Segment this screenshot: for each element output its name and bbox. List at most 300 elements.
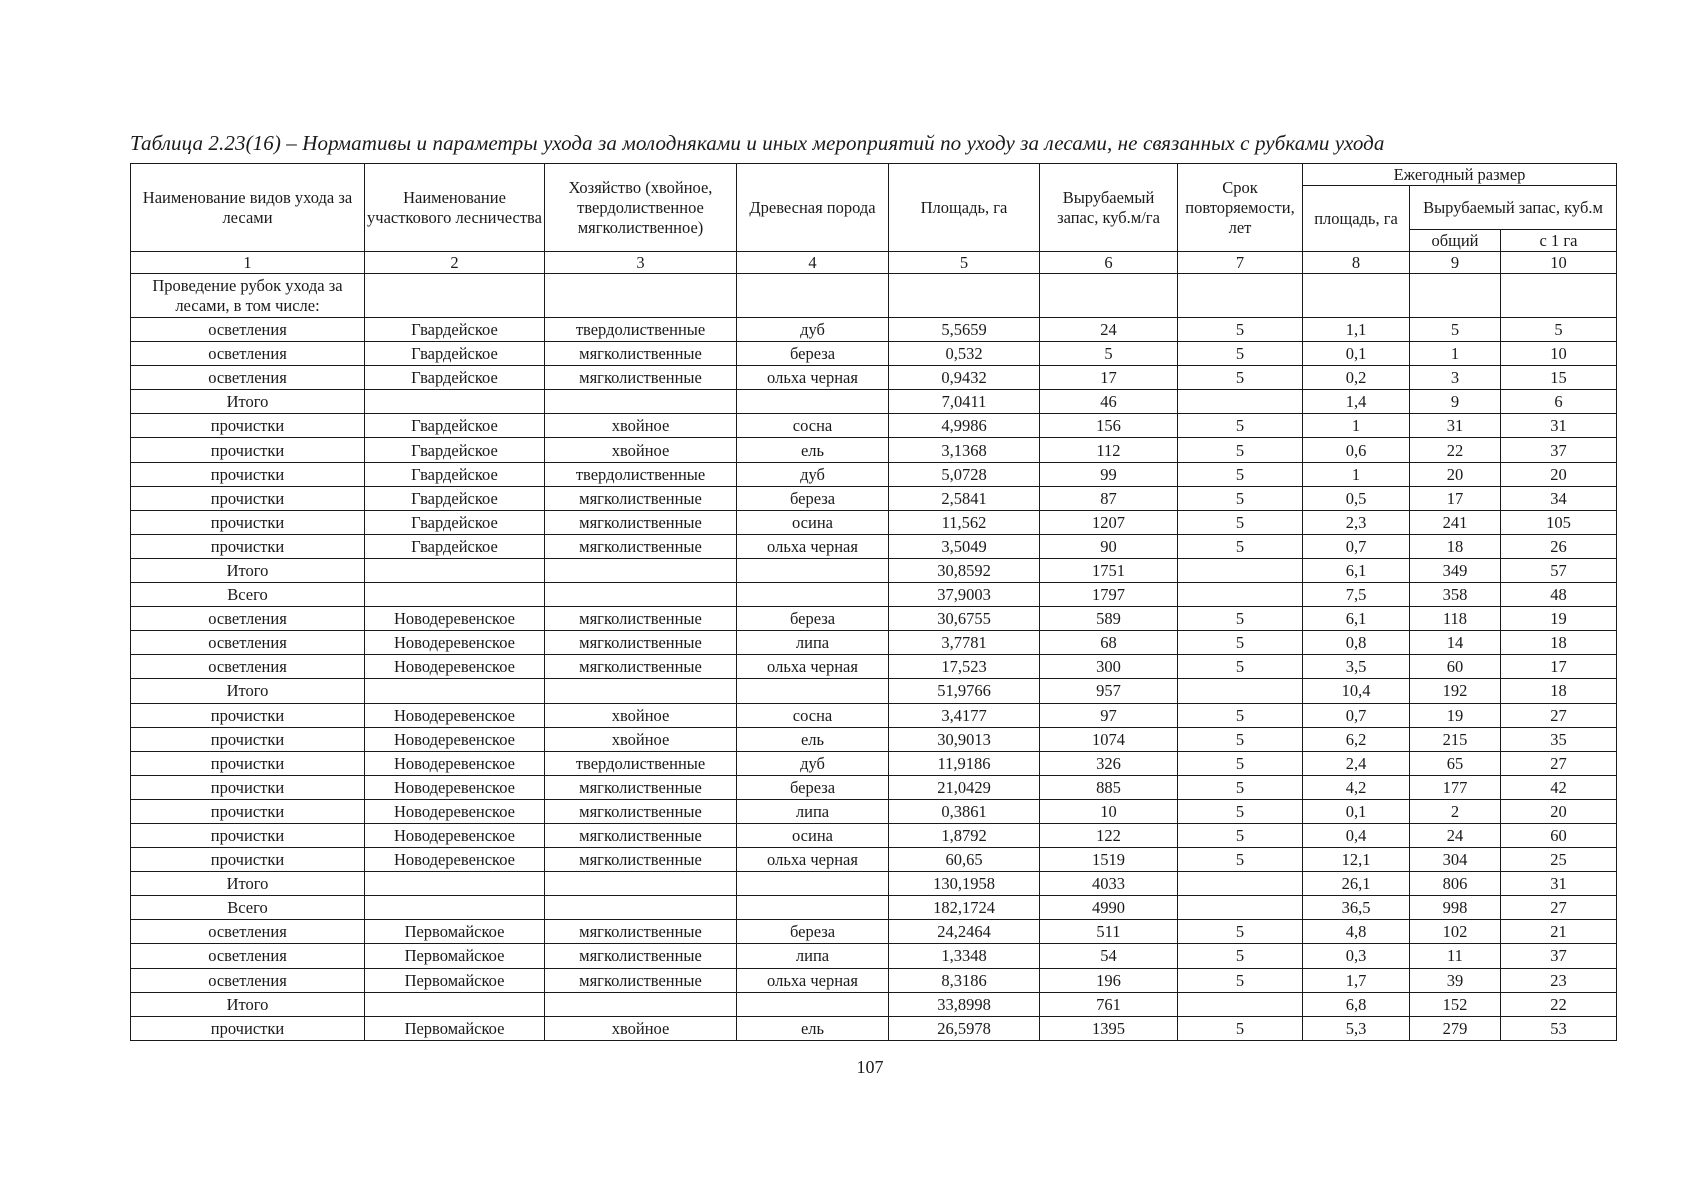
table-cell: Гвардейское — [365, 486, 545, 510]
table-cell: 5 — [1178, 462, 1303, 486]
table-cell: 26 — [1501, 534, 1617, 558]
table-cell: мягколиственные — [545, 775, 737, 799]
table-cell: 1,8792 — [889, 823, 1040, 847]
table-cell: 65 — [1410, 751, 1501, 775]
table-cell: 0,7 — [1303, 534, 1410, 558]
table-cell: 304 — [1410, 848, 1501, 872]
table-cell: прочистки — [131, 1016, 365, 1040]
table-cell: 152 — [1410, 992, 1501, 1016]
table-cell: осветления — [131, 655, 365, 679]
table-cell: дуб — [737, 462, 889, 486]
table-cell: 177 — [1410, 775, 1501, 799]
table-row — [131, 655, 1617, 679]
table-cell: 90 — [1040, 534, 1178, 558]
table-cell: прочистки — [131, 823, 365, 847]
table-cell: 36,5 — [1303, 896, 1410, 920]
table-cell — [365, 390, 545, 414]
table-cell: 51,9766 — [889, 679, 1040, 703]
table-cell: 5,3 — [1303, 1016, 1410, 1040]
section-title: Проведение рубок ухода за лесами, в том числе: — [131, 274, 365, 318]
table-cell: 18 — [1501, 679, 1617, 703]
table-cell: ольха черная — [737, 848, 889, 872]
header-col3: Хозяйство (хвойное, твердолиственное мягколиственное) — [545, 164, 737, 252]
table-cell: 5 — [1178, 944, 1303, 968]
table-cell: 22 — [1410, 438, 1501, 462]
table-cell: 30,6755 — [889, 607, 1040, 631]
table-cell: прочистки — [131, 775, 365, 799]
table-cell: мягколиственные — [545, 968, 737, 992]
table-cell: 5 — [1178, 703, 1303, 727]
table-cell: 24,2464 — [889, 920, 1040, 944]
table-cell: 3,4177 — [889, 703, 1040, 727]
table-cell: 5 — [1178, 486, 1303, 510]
table-cell: 192 — [1410, 679, 1501, 703]
table-cell: 0,9432 — [889, 366, 1040, 390]
header-annual-size: Ежегодный размер — [1303, 164, 1617, 186]
table-cell: 8,3186 — [889, 968, 1040, 992]
table-cell: 12,1 — [1303, 848, 1410, 872]
table-cell: 6,2 — [1303, 727, 1410, 751]
table-cell: 5 — [1040, 342, 1178, 366]
table-row — [131, 510, 1617, 534]
table-cell: 37 — [1501, 944, 1617, 968]
table-row — [131, 823, 1617, 847]
table-cell: 241 — [1410, 510, 1501, 534]
table-cell: 6,8 — [1303, 992, 1410, 1016]
table-cell: осветления — [131, 631, 365, 655]
table-row — [131, 872, 1617, 896]
table-row — [131, 968, 1617, 992]
table-cell — [1178, 896, 1303, 920]
table-row — [131, 992, 1617, 1016]
table-cell: 7,5 — [1303, 583, 1410, 607]
table-cell: хвойное — [545, 1016, 737, 1040]
table-cell: 22 — [1501, 992, 1617, 1016]
table-row — [131, 1016, 1617, 1040]
table-cell — [737, 679, 889, 703]
header-col6: Вырубаемый запас, куб.м/га — [1040, 164, 1178, 252]
table-cell: дуб — [737, 751, 889, 775]
table-body — [131, 274, 1617, 1041]
table-cell: 761 — [1040, 992, 1178, 1016]
table-cell: 10 — [1040, 799, 1178, 823]
table-cell: 5 — [1178, 751, 1303, 775]
table-cell: 0,5 — [1303, 486, 1410, 510]
table-cell: 349 — [1410, 558, 1501, 582]
table-cell: 0,3861 — [889, 799, 1040, 823]
table-cell: 1751 — [1040, 558, 1178, 582]
table-cell: мягколиственные — [545, 823, 737, 847]
table-cell: 37 — [1501, 438, 1617, 462]
table-cell: твердолиственные — [545, 751, 737, 775]
table-cell: Новодеревенское — [365, 775, 545, 799]
table-cell: 2,3 — [1303, 510, 1410, 534]
table-cell: ольха черная — [737, 968, 889, 992]
table-cell: 21,0429 — [889, 775, 1040, 799]
table-cell — [1178, 558, 1303, 582]
table-cell: 20 — [1501, 799, 1617, 823]
header-col5: Площадь, га — [889, 164, 1040, 252]
column-number: 9 — [1410, 252, 1501, 274]
table-cell: 5 — [1178, 414, 1303, 438]
table-cell: твердолиственные — [545, 462, 737, 486]
table-cell: 0,4 — [1303, 823, 1410, 847]
table-cell: Гвардейское — [365, 366, 545, 390]
table-cell: осветления — [131, 318, 365, 342]
table-cell: осветления — [131, 968, 365, 992]
table-cell: 4,2 — [1303, 775, 1410, 799]
table-cell: 1207 — [1040, 510, 1178, 534]
table-cell: 54 — [1040, 944, 1178, 968]
table-cell: ель — [737, 438, 889, 462]
table-row — [131, 462, 1617, 486]
table-cell: прочистки — [131, 703, 365, 727]
table-cell: 4033 — [1040, 872, 1178, 896]
table-cell: мягколиственные — [545, 607, 737, 631]
table-cell: береза — [737, 920, 889, 944]
table-cell: 5 — [1178, 534, 1303, 558]
table-cell — [545, 872, 737, 896]
table-cell: 112 — [1040, 438, 1178, 462]
table-cell: 14 — [1410, 631, 1501, 655]
table-cell: 6,1 — [1303, 558, 1410, 582]
table-cell: Гвардейское — [365, 534, 545, 558]
table-cell: 68 — [1040, 631, 1178, 655]
table-cell: 511 — [1040, 920, 1178, 944]
table-cell: Новодеревенское — [365, 703, 545, 727]
table-cell: 6 — [1501, 390, 1617, 414]
table-cell: 19 — [1501, 607, 1617, 631]
header-col1: Наименование видов ухода за лесами — [131, 164, 365, 252]
table-cell: 1 — [1303, 414, 1410, 438]
table-cell: Новодеревенское — [365, 751, 545, 775]
table-row — [131, 558, 1617, 582]
table-cell: 18 — [1410, 534, 1501, 558]
page-number: 107 — [856, 1057, 884, 1077]
table-caption: Таблица 2.23(16) – Нормативы и параметры ухода за молодняками и иных мероприятий по уходу за лесами, не связанных с рубками ухода — [130, 131, 1385, 155]
table-cell: липа — [737, 944, 889, 968]
table-cell — [545, 679, 737, 703]
table-row — [131, 703, 1617, 727]
table-cell — [545, 390, 737, 414]
table-cell: 3,5 — [1303, 655, 1410, 679]
table-cell: Гвардейское — [365, 438, 545, 462]
table-cell: 19 — [1410, 703, 1501, 727]
table-cell: 1,1 — [1303, 318, 1410, 342]
table-cell — [737, 390, 889, 414]
table-cell: 5 — [1178, 510, 1303, 534]
column-number: 1 — [131, 252, 365, 274]
table-cell: 196 — [1040, 968, 1178, 992]
table-cell: 4,8 — [1303, 920, 1410, 944]
table-cell: 5 — [1410, 318, 1501, 342]
table-cell — [1178, 679, 1303, 703]
table-cell: 5 — [1178, 1016, 1303, 1040]
table-cell: мягколиственные — [545, 486, 737, 510]
table-cell: 957 — [1040, 679, 1178, 703]
table-cell — [365, 558, 545, 582]
table-cell: 34 — [1501, 486, 1617, 510]
table-cell: 5 — [1178, 318, 1303, 342]
table-cell: Новодеревенское — [365, 799, 545, 823]
table-row — [131, 631, 1617, 655]
table-cell: Итого — [131, 390, 365, 414]
table-cell: 122 — [1040, 823, 1178, 847]
table-cell: ель — [737, 1016, 889, 1040]
table-cell: 10 — [1501, 342, 1617, 366]
header-col8: площадь, га — [1303, 186, 1410, 252]
table-cell: 48 — [1501, 583, 1617, 607]
table-cell — [365, 872, 545, 896]
column-number: 10 — [1501, 252, 1617, 274]
table-cell: 23 — [1501, 968, 1617, 992]
table-cell: осветления — [131, 944, 365, 968]
table-cell: 998 — [1410, 896, 1501, 920]
table-row — [131, 438, 1617, 462]
table-cell — [365, 679, 545, 703]
column-number: 8 — [1303, 252, 1410, 274]
table-cell: Гвардейское — [365, 342, 545, 366]
table-cell: береза — [737, 775, 889, 799]
table-cell: 5 — [1178, 799, 1303, 823]
table-cell: 1074 — [1040, 727, 1178, 751]
table-cell — [737, 558, 889, 582]
table-cell — [545, 558, 737, 582]
table-cell: 35 — [1501, 727, 1617, 751]
table-cell: 20 — [1410, 462, 1501, 486]
table-cell: 6,1 — [1303, 607, 1410, 631]
table-row — [131, 775, 1617, 799]
table-row — [131, 920, 1617, 944]
table-cell: мягколиственные — [545, 342, 737, 366]
table-cell: мягколиственные — [545, 944, 737, 968]
table-cell: липа — [737, 631, 889, 655]
table-cell: 15 — [1501, 366, 1617, 390]
table-cell: прочистки — [131, 848, 365, 872]
table-cell: дуб — [737, 318, 889, 342]
table-cell: 60,65 — [889, 848, 1040, 872]
table-cell: 97 — [1040, 703, 1178, 727]
table-cell: 5 — [1178, 848, 1303, 872]
table-cell: сосна — [737, 703, 889, 727]
table-cell — [365, 896, 545, 920]
table-cell: Первомайское — [365, 968, 545, 992]
table-cell: 5 — [1178, 655, 1303, 679]
table-cell: осветления — [131, 366, 365, 390]
table-cell: 806 — [1410, 872, 1501, 896]
table-cell: Итого — [131, 679, 365, 703]
table-cell: мягколиственные — [545, 920, 737, 944]
table-cell: мягколиственные — [545, 655, 737, 679]
table-cell: ольха черная — [737, 366, 889, 390]
table-cell: 31 — [1410, 414, 1501, 438]
table-row — [131, 799, 1617, 823]
header-col7: Срок повторяемости, лет — [1178, 164, 1303, 252]
column-number: 4 — [737, 252, 889, 274]
table-cell: 5,5659 — [889, 318, 1040, 342]
table-cell: прочистки — [131, 486, 365, 510]
table-row — [131, 318, 1617, 342]
table-cell: 24 — [1040, 318, 1178, 342]
table-cell: 30,8592 — [889, 558, 1040, 582]
table-cell: прочистки — [131, 462, 365, 486]
table-cell: мягколиственные — [545, 510, 737, 534]
table-cell: 42 — [1501, 775, 1617, 799]
table-cell — [737, 583, 889, 607]
table-cell: 326 — [1040, 751, 1178, 775]
table-cell: хвойное — [545, 727, 737, 751]
table-cell: Первомайское — [365, 1016, 545, 1040]
table-cell: 4990 — [1040, 896, 1178, 920]
table-cell: 9 — [1410, 390, 1501, 414]
table-cell: осветления — [131, 607, 365, 631]
table-cell: 27 — [1501, 703, 1617, 727]
table-cell: 105 — [1501, 510, 1617, 534]
table-cell: 21 — [1501, 920, 1617, 944]
header-col4: Древесная порода — [737, 164, 889, 252]
table-cell: 5 — [1178, 438, 1303, 462]
column-number: 2 — [365, 252, 545, 274]
table-cell: прочистки — [131, 414, 365, 438]
table-header — [131, 164, 1617, 274]
table-cell — [1178, 583, 1303, 607]
table-cell: прочистки — [131, 799, 365, 823]
table-cell: 17 — [1501, 655, 1617, 679]
table-cell: 31 — [1501, 414, 1617, 438]
table-cell: 11,9186 — [889, 751, 1040, 775]
header-col2: Наименование участкового лесничества — [365, 164, 545, 252]
table-cell: 17 — [1040, 366, 1178, 390]
table-cell: 5 — [1178, 342, 1303, 366]
table-row — [131, 944, 1617, 968]
table-cell: 3,1368 — [889, 438, 1040, 462]
table-cell: 10,4 — [1303, 679, 1410, 703]
table-cell: 46 — [1040, 390, 1178, 414]
table-cell: береза — [737, 607, 889, 631]
section-row — [131, 274, 1617, 318]
table-cell: Всего — [131, 896, 365, 920]
table-cell: ель — [737, 727, 889, 751]
table-cell: Новодеревенское — [365, 848, 545, 872]
table-cell: 33,8998 — [889, 992, 1040, 1016]
table-cell: 27 — [1501, 896, 1617, 920]
table-cell: Гвардейское — [365, 462, 545, 486]
table-cell — [545, 896, 737, 920]
table-cell: ольха черная — [737, 655, 889, 679]
table-cell: осветления — [131, 342, 365, 366]
table-cell: 102 — [1410, 920, 1501, 944]
table-cell: 30,9013 — [889, 727, 1040, 751]
table-cell: Первомайское — [365, 920, 545, 944]
table-cell: Новодеревенское — [365, 607, 545, 631]
table-cell: Первомайское — [365, 944, 545, 968]
table-cell: 20 — [1501, 462, 1617, 486]
table-cell: 2,5841 — [889, 486, 1040, 510]
table-cell: 60 — [1410, 655, 1501, 679]
table-cell: ольха черная — [737, 534, 889, 558]
table-cell — [1178, 992, 1303, 1016]
table-cell: 0,2 — [1303, 366, 1410, 390]
table-cell: хвойное — [545, 414, 737, 438]
table-cell: 182,1724 — [889, 896, 1040, 920]
table-cell: 18 — [1501, 631, 1617, 655]
table-cell: Итого — [131, 872, 365, 896]
table-cell: 27 — [1501, 751, 1617, 775]
table-cell: 3,5049 — [889, 534, 1040, 558]
table-cell: 57 — [1501, 558, 1617, 582]
table-cell: 5 — [1178, 823, 1303, 847]
table-cell: 358 — [1410, 583, 1501, 607]
header-col9: общий — [1410, 230, 1501, 252]
table-cell: 5 — [1501, 318, 1617, 342]
table-row — [131, 583, 1617, 607]
table-cell: 5 — [1178, 366, 1303, 390]
table-cell: 885 — [1040, 775, 1178, 799]
table-cell: 5 — [1178, 631, 1303, 655]
table-cell: 53 — [1501, 1016, 1617, 1040]
table-cell: 5 — [1178, 775, 1303, 799]
table-cell: 0,1 — [1303, 799, 1410, 823]
column-number: 3 — [545, 252, 737, 274]
header-stock: Вырубаемый запас, куб.м — [1410, 186, 1617, 230]
table-cell: 4,9986 — [889, 414, 1040, 438]
table-cell: 2 — [1410, 799, 1501, 823]
table-row — [131, 342, 1617, 366]
table-cell — [1178, 872, 1303, 896]
table-cell — [545, 583, 737, 607]
table-cell: хвойное — [545, 438, 737, 462]
column-number: 6 — [1040, 252, 1178, 274]
table-cell: Новодеревенское — [365, 655, 545, 679]
table-cell: 11 — [1410, 944, 1501, 968]
table-cell: хвойное — [545, 703, 737, 727]
table-cell: прочистки — [131, 510, 365, 534]
table-cell: 5 — [1178, 968, 1303, 992]
table-cell: 7,0411 — [889, 390, 1040, 414]
table-cell: мягколиственные — [545, 366, 737, 390]
table-cell: 589 — [1040, 607, 1178, 631]
table-cell: липа — [737, 799, 889, 823]
table-cell: 1519 — [1040, 848, 1178, 872]
table-cell: 87 — [1040, 486, 1178, 510]
table-cell: 5 — [1178, 727, 1303, 751]
column-number: 5 — [889, 252, 1040, 274]
table-cell: Гвардейское — [365, 414, 545, 438]
table-row — [131, 727, 1617, 751]
table-cell: 24 — [1410, 823, 1501, 847]
table-row — [131, 366, 1617, 390]
table-cell: 99 — [1040, 462, 1178, 486]
table-cell: Всего — [131, 583, 365, 607]
table-cell: береза — [737, 486, 889, 510]
table-cell: 0,3 — [1303, 944, 1410, 968]
table-cell: Итого — [131, 558, 365, 582]
table-cell: 60 — [1501, 823, 1617, 847]
table-cell: мягколиственные — [545, 534, 737, 558]
table-cell: 2,4 — [1303, 751, 1410, 775]
column-number: 7 — [1178, 252, 1303, 274]
forest-care-table-container — [130, 163, 1617, 1041]
table-cell: Новодеревенское — [365, 823, 545, 847]
table-cell: 1 — [1410, 342, 1501, 366]
table-cell: мягколиственные — [545, 799, 737, 823]
table-cell: 25 — [1501, 848, 1617, 872]
table-row — [131, 848, 1617, 872]
table-cell: 0,532 — [889, 342, 1040, 366]
table-cell — [545, 992, 737, 1016]
header-col10: с 1 га — [1501, 230, 1617, 252]
table-cell: 118 — [1410, 607, 1501, 631]
